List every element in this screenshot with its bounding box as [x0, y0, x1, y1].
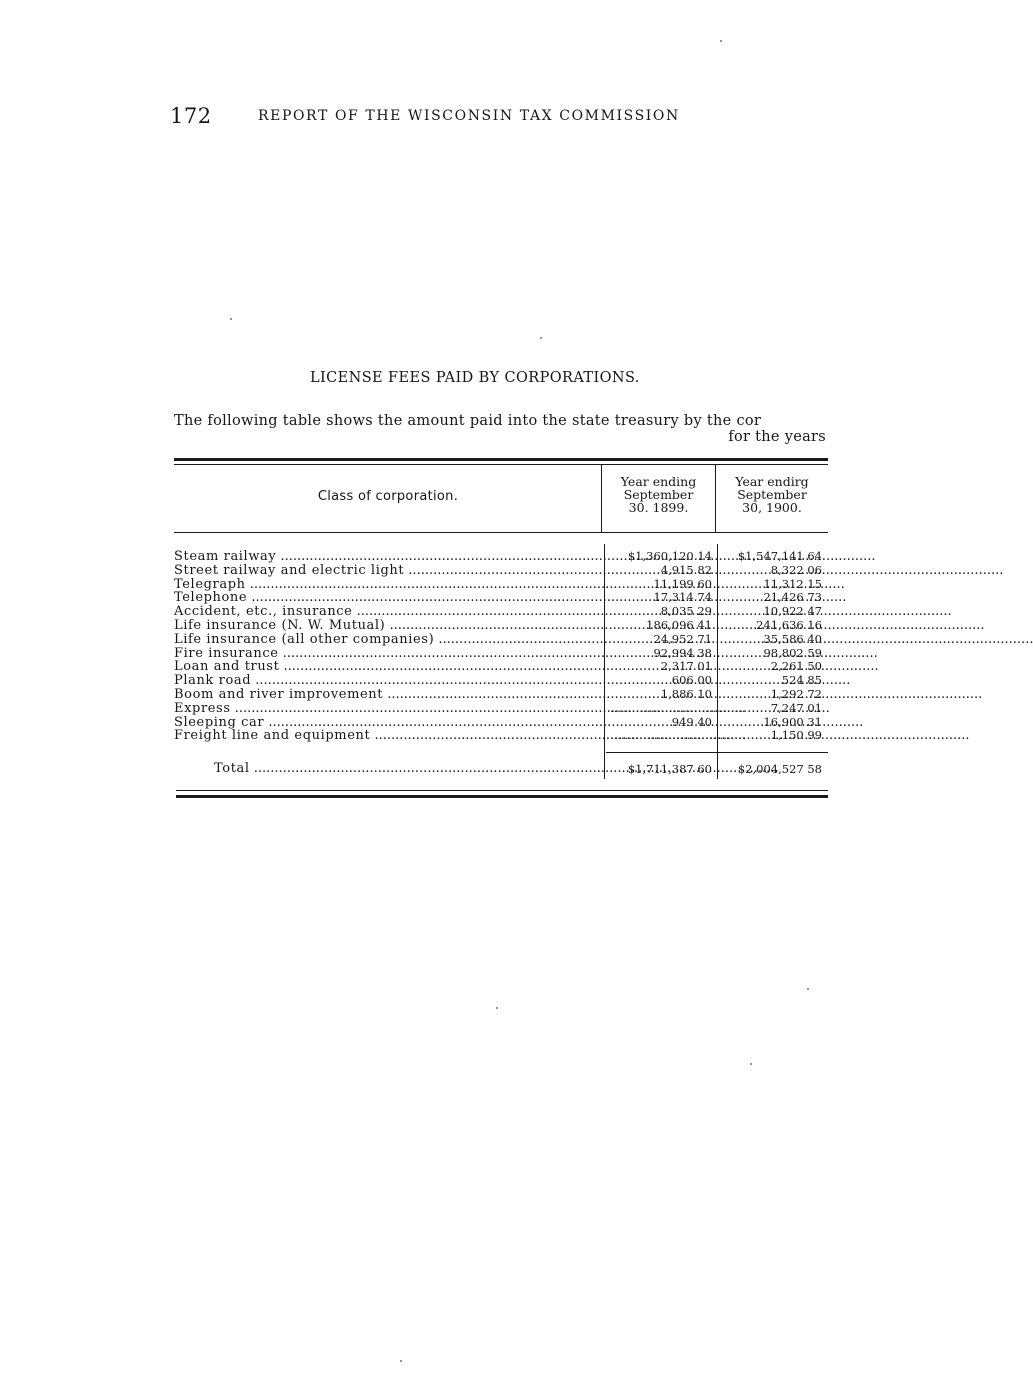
row-label: Telegraph ..... [174, 578, 602, 592]
value-1899: 11,199 60 [653, 576, 712, 591]
value-1900: 35,586 40 [763, 631, 822, 646]
header-year-1899 [602, 475, 715, 514]
value-1899: 8,035 29 [660, 604, 712, 619]
table-row [174, 702, 828, 716]
table-row [174, 619, 828, 633]
value-1899: 186,096 41 [646, 617, 712, 632]
scan-speck [807, 988, 809, 990]
total-row [174, 761, 828, 777]
table-body [174, 550, 828, 743]
value-1899: 949 40 [671, 714, 712, 729]
scan-speck [720, 40, 722, 42]
row-label: Express ..... [174, 702, 602, 716]
header-year-1899-line-2: September [623, 487, 694, 502]
intro-text-line-2: for the years [728, 429, 826, 445]
section-title: LICENSE FEES PAID BY CORPORATIONS. [310, 370, 640, 386]
table-row [174, 564, 828, 578]
header-year-1899-line-1: Year ending [620, 474, 697, 489]
value-1899: 92,994 38 [653, 645, 712, 660]
row-label: Fire insurance ..... [174, 647, 602, 661]
table-top-rule-thin [174, 464, 828, 465]
scan-speck [230, 318, 232, 320]
value-1899: 17,314 74 [653, 590, 712, 605]
value-1899: 1,886 10 [660, 686, 712, 701]
empty-value-leader: ..................................... [610, 728, 746, 743]
row-label: Boom and river improvement ..... [174, 688, 602, 702]
table-row [174, 647, 828, 661]
value-1899: $1,360,120 14 [627, 549, 712, 563]
row-label: Life insurance (N. W. Mutual) ..... [174, 619, 602, 633]
value-1900: 241,636 16 [756, 617, 822, 632]
total-label: Total ..... [214, 761, 602, 777]
value-1899: 24,952 71 [653, 631, 712, 646]
total-top-rule [606, 752, 828, 753]
value-1899: 4,915 82 [660, 562, 712, 577]
value-1900: 7,247 01 [770, 700, 822, 715]
header-year-1900-line-1: Year endirg [735, 474, 809, 489]
scan-speck [750, 1063, 752, 1065]
table-row [174, 716, 828, 730]
table-row [174, 591, 828, 605]
total-value-1900: $2,004,527 58 [737, 762, 822, 776]
value-1900: 11,312 15 [763, 576, 822, 591]
empty-value-leader: ..................................... [610, 700, 746, 715]
table-top-rule-thick [174, 458, 828, 461]
table-bottom-rule-thin [176, 790, 828, 791]
value-1900: 10,922 47 [763, 604, 822, 619]
table-row [174, 605, 828, 619]
value-1900: 524 85 [781, 673, 822, 688]
table-row [174, 729, 828, 743]
row-label: Telephone ..... [174, 591, 602, 605]
table-bottom-rule-thick [176, 795, 828, 798]
running-head: REPORT OF THE WISCONSIN TAX COMMISSION [258, 108, 680, 124]
value-1900: 2,261 50 [770, 659, 822, 674]
table-row [174, 550, 828, 564]
row-label: Loan and trust ..... [174, 660, 602, 674]
header-year-1900-line-2: September [737, 487, 807, 502]
row-label: Freight line and equipment ..... [174, 729, 602, 743]
value-1900: 1,150 99 [770, 728, 822, 743]
value-1900: 16,900 31 [763, 714, 822, 729]
value-1900: 1,292 72 [770, 686, 822, 701]
value-1900: $1,547,141 64 [737, 549, 822, 563]
table-row [174, 660, 828, 674]
table-row [174, 674, 828, 688]
value-1900: 8,322 06 [770, 562, 822, 577]
table-row [174, 688, 828, 702]
scan-speck [540, 337, 542, 339]
intro-text-line-1: The following table shows the amount paid into the state treasury by the cor [174, 413, 762, 429]
value-1900: 98,802 59 [763, 645, 822, 660]
page-number: 172 [170, 104, 212, 128]
table-row [174, 578, 828, 592]
row-label: Street railway and electric light ..... [174, 564, 602, 578]
scan-speck [400, 1360, 402, 1362]
value-1899: 2,317 01 [660, 659, 712, 674]
scan-speck [496, 1007, 498, 1009]
row-label: Steam railway ..... [174, 550, 602, 564]
header-year-1900 [716, 475, 828, 514]
header-year-1900-line-3: 30, 1900. [742, 500, 802, 515]
table-row [174, 633, 828, 647]
total-value-1899: $1,711,387 60 [627, 762, 712, 776]
row-label: Accident, etc., insurance ..... [174, 605, 602, 619]
value-1900: 21,426 73 [763, 590, 822, 605]
row-label: Life insurance (all other companies) ..... [174, 633, 602, 647]
row-label: Sleeping car ..... [174, 716, 602, 730]
header-class-of-corporation: Class of corporation. [317, 489, 459, 504]
header-bottom-rule [174, 532, 828, 533]
header-year-1899-line-3: 30. 1899. [628, 500, 689, 515]
row-label: Plank road ..... [174, 674, 602, 688]
value-1899: 606 00 [671, 673, 712, 688]
